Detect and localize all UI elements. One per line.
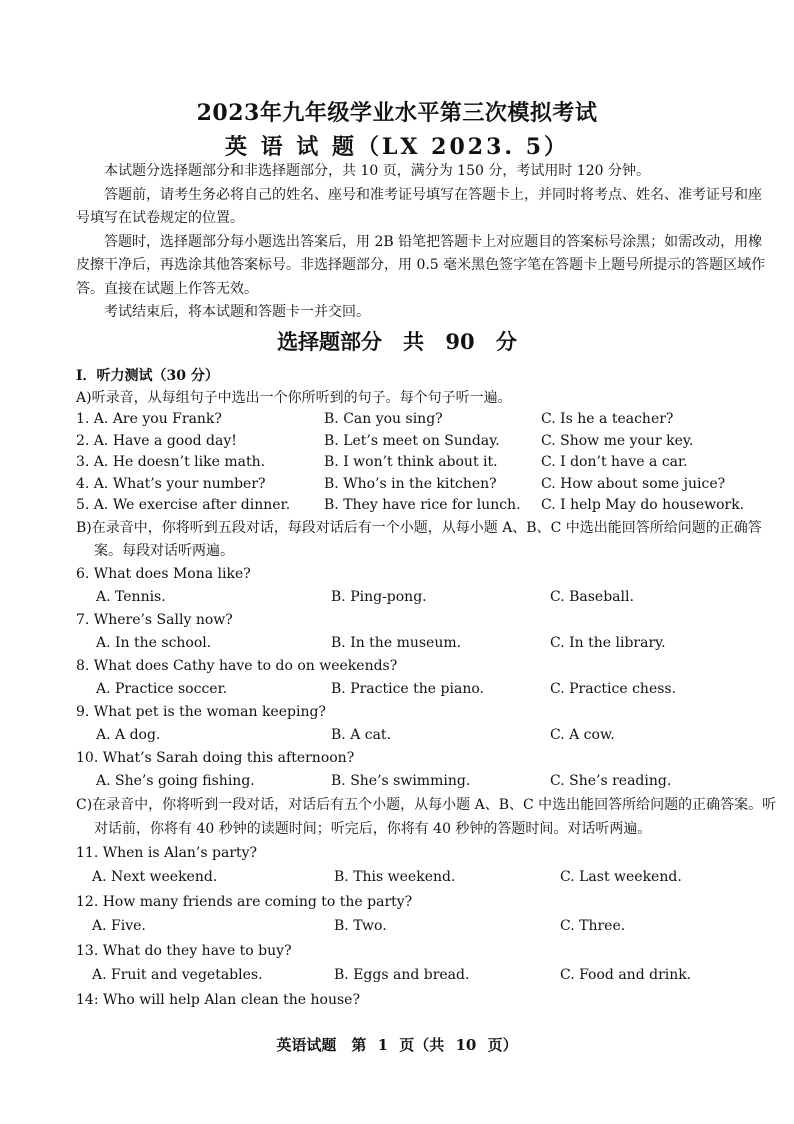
option-c: C. A cow. (550, 726, 615, 743)
option-a: A. A dog. (96, 726, 161, 743)
options-row (76, 963, 782, 988)
question: 13. What do they have to buy? (76, 942, 292, 959)
option-a: 3. A. He doesn’t like math. (76, 454, 266, 470)
listening-section (76, 366, 782, 1012)
option-b: B. They have rice for lunch. (324, 497, 521, 513)
question: 7. Where’s Sally now? (76, 611, 233, 628)
question: 12. How many friends are coming to the party? (76, 893, 413, 910)
exam-title: 2023年九年级学业水平第三次模拟考试 (196, 100, 598, 126)
option-a: 1. A. Are you Frank? (76, 411, 222, 427)
list-item (76, 495, 782, 517)
option-c: C. I help May do housework. (541, 497, 745, 513)
list-item (76, 452, 782, 474)
option-a: A. Five. (92, 918, 146, 934)
option-b: B. She’s swimming. (331, 772, 471, 789)
instruction-paragraph: 考试结束后，将本试题和答题卡一并交回。 (104, 304, 370, 320)
option-c: C. Three. (560, 918, 626, 934)
section-c-instruction: C)在录音中，你将听到一段对话，对话后有五个小题，从每小题 A、B、C 中选出能回答所给问题的正确答案。听对话前，你将有 40 秒钟的读题时间；听完后，你将有 40 秒钟的答题时间。对话听两遍。 (76, 796, 777, 837)
option-c: C. How about some juice? (541, 475, 726, 492)
exam-subtitle: 英 语 试 题（LX 2023. 5） (224, 134, 570, 160)
option-a: A. Tennis. (96, 588, 166, 605)
option-b: B. Eggs and bread. (334, 967, 470, 983)
option-b: B. Practice the piano. (331, 680, 484, 697)
options-row (76, 724, 782, 747)
option-b: B. Ping-pong. (331, 588, 427, 605)
section-title: 选择题部分 共 90 分 (277, 329, 517, 354)
question: 10. What’s Sarah doing this afternoon? (76, 749, 355, 766)
question: 6. What does Mona like? (76, 565, 251, 582)
option-b: B. Two. (334, 918, 387, 934)
options-row (76, 914, 782, 939)
list-item (76, 474, 782, 496)
instruction-paragraph: 答题时，选择题部分每小题选出答案后，用 2B 铅笔把答题卡上对应题目的答案标号涂黑；如需改动，用橡皮擦干净后，再选涂其他答案标号。非选择题部分，用 0.5 毫米黑色签字笔在答题卡上题号所提示的答题区域作答。直接在试题上作答无效。 (76, 233, 766, 297)
question: 11. When is Alan’s party? (76, 844, 258, 861)
option-a: A. She’s going fishing. (96, 772, 255, 789)
options-row (76, 678, 782, 701)
section-b-items (76, 563, 782, 793)
option-c: C. I don’t have a car. (541, 454, 688, 470)
option-a: A. Next weekend. (92, 869, 218, 885)
question: 14: Who will help Alan clean the house? (76, 991, 360, 1008)
instruction-paragraph: 答题前，请考生务必将自己的姓名、座号和准考证号填写在答题卡上，并同时将考点、姓名、准考证号和座号填写在试卷规定的位置。 (76, 186, 762, 226)
instruction-paragraph: 本试题分选择题部分和非选择题部分，共 10 页，满分为 150 分，考试用时 120 分钟。 (104, 163, 650, 179)
options-row (76, 770, 782, 793)
option-a: A. Practice soccer. (96, 680, 228, 697)
part-heading: I．听力测试（30 分） (76, 368, 219, 384)
question: 9. What pet is the woman keeping? (76, 703, 326, 720)
list-item (76, 431, 782, 453)
section-a-items (76, 409, 782, 517)
option-b: B. Can you sing? (324, 411, 443, 427)
option-c: C. She’s reading. (550, 772, 672, 789)
page-footer: 英语试题 第 1 页（共 10 页） (276, 1036, 518, 1054)
options-row (76, 865, 782, 890)
option-c: C. Show me your key. (541, 432, 694, 449)
option-b: B. Who’s in the kitchen? (324, 475, 497, 492)
option-a: A. Fruit and vegetables. (92, 967, 263, 983)
section-b-instruction: B)在录音中，你将听到五段对话，每段对话后有一个小题，从每小题 A、B、C 中选出能回答所给问题的正确答案。每段对话听两遍。 (76, 519, 762, 559)
section-a-instruction: A)听录音，从每组句子中选出一个你所听到的句子。每个句子听一遍。 (76, 389, 512, 406)
option-a: 4. A. What’s your number? (76, 475, 266, 492)
option-b: B. I won’t think about it. (324, 454, 498, 470)
option-c: C. Practice chess. (550, 680, 677, 697)
list-item (76, 409, 782, 431)
option-c: C. Last weekend. (560, 869, 682, 885)
option-b: B. In the museum. (331, 634, 462, 651)
question: 8. What does Cathy have to do on weekends? (76, 657, 398, 674)
option-a: 2. A. Have a good day! (76, 432, 237, 449)
option-c: C. In the library. (550, 634, 666, 651)
option-c: C. Is he a teacher? (541, 411, 674, 427)
options-row (76, 632, 782, 655)
option-b: B. A cat. (331, 726, 392, 743)
option-b: B. This weekend. (334, 869, 456, 885)
option-a: 5. A. We exercise after dinner. (76, 497, 291, 513)
section-c-items (76, 841, 782, 1013)
option-a: A. In the school. (96, 634, 212, 651)
option-b: B. Let’s meet on Sunday. (324, 432, 500, 449)
options-row (76, 586, 782, 609)
option-c: C. Food and drink. (560, 967, 692, 983)
option-c: C. Baseball. (550, 588, 634, 605)
exam-instructions (76, 160, 766, 325)
